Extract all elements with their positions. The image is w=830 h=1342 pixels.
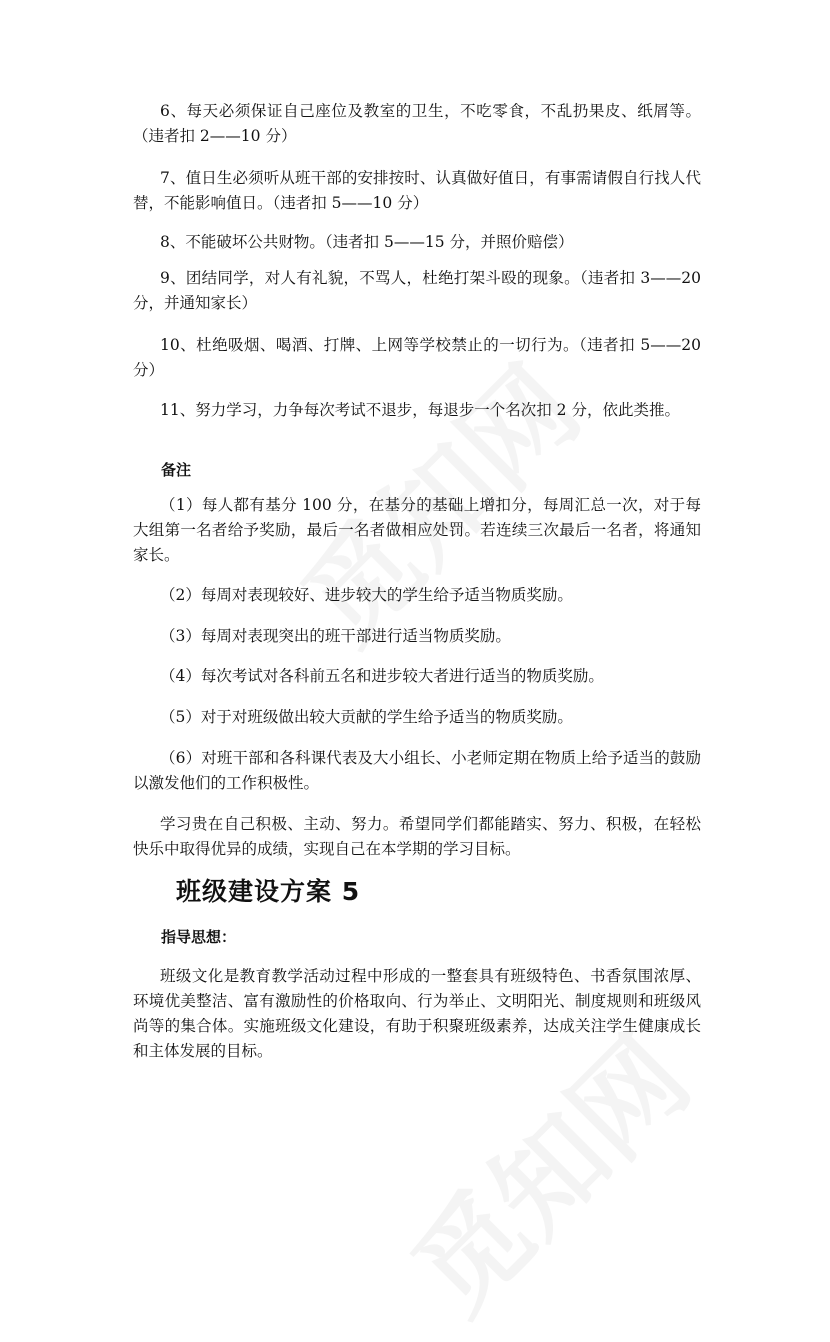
rule-item-9: 9、团结同学，对人有礼貌，不骂人，杜绝打架斗殴的现象。（违者扣 3——20 分，并通知家长） — [133, 269, 701, 312]
rule-item-11: 11、努力学习，力争每次考试不退步，每退步一个名次扣 2 分，依此类推。 — [160, 401, 680, 419]
note-item-4: （4）每次考试对各科前五名和进步较大者进行适当的物质奖励。 — [160, 667, 604, 685]
note-item-3: （3）每周对表现突出的班干部进行适当物质奖励。 — [160, 627, 511, 645]
closing-paragraph: 学习贵在自己积极、主动、努力。希望同学们都能踏实、努力、积极，在轻松快乐中取得优异的成绩，实现自己在本学期的学习目标。 — [133, 815, 701, 858]
guiding-heading: 指导思想： — [161, 928, 237, 946]
rule-item-6: 6、每天必须保证自己座位及教室的卫生，不吃零食，不乱扔果皮、纸屑等。（违者扣 2——10 分） — [133, 102, 701, 145]
guiding-paragraph: 班级文化是教育教学活动过程中形成的一整套具有班级特色、书香氛围浓厚、环境优美整洁、富有激励性的价格取向、行为举止、文明阳光、制度规则和班级风尚等的集合体。实施班级文化建设，有助于积聚班级素养，达成关注学生健康成长和主体发展的目标。 — [133, 967, 701, 1060]
note-item-5: （5）对于对班级做出较大贡献的学生给予适当的物质奖励。 — [160, 708, 573, 726]
rule-item-10: 10、杜绝吸烟、喝酒、打牌、上网等学校禁止的一切行为。（违者扣 5——20 分） — [133, 336, 701, 379]
section-title: 班级建设方案 5 — [176, 877, 361, 906]
notes-heading: 备注 — [161, 461, 192, 479]
rule-item-8: 8、不能破坏公共财物。（违者扣 5——15 分，并照价赔偿） — [160, 233, 574, 251]
note-item-6: （6）对班干部和各科课代表及大小组长、小老师定期在物质上给予适当的鼓励以激发他们的工作积极性。 — [133, 749, 701, 792]
note-item-2: （2）每周对表现较好、进步较大的学生给予适当物质奖励。 — [160, 586, 573, 604]
note-item-1: （1）每人都有基分 100 分，在基分的基础上增扣分，每周汇总一次，对于每大组第一名者给予奖励，最后一名者做相应处罚。若连续三次最后一名者，将通知家长。 — [133, 496, 701, 564]
rule-item-7: 7、值日生必须听从班干部的安排按时、认真做好值日，有事需请假自行找人代替，不能影响值日。（违者扣 5——10 分） — [133, 169, 701, 212]
